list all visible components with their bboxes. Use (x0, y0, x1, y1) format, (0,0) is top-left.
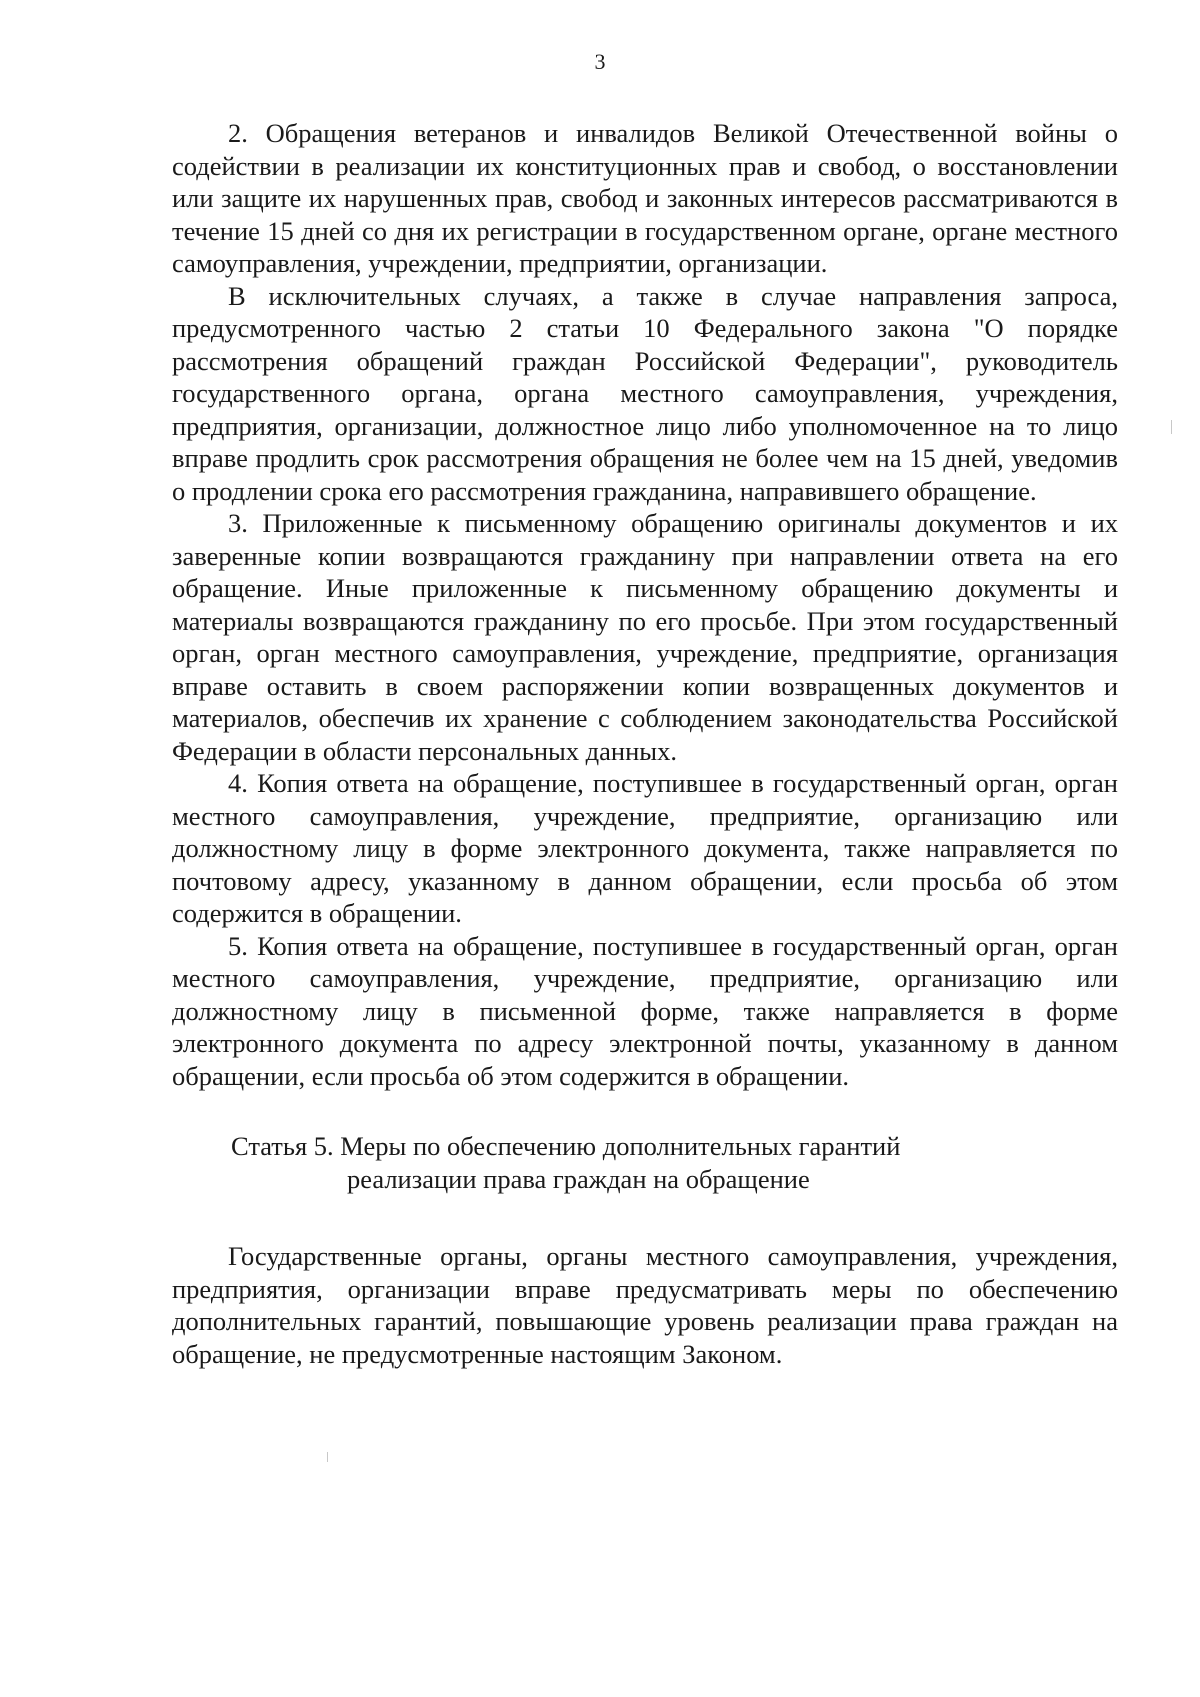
article-5-heading (172, 1130, 1118, 1195)
scan-speck (327, 1452, 328, 1462)
paragraph-item-3: 3. Приложенные к письменному обращению оригиналы документов и их заверенные копии возвращаются гражданину при направлении ответа на его обращение. Иные приложенные к письменному обращению документы и материалы возвращаются гражданину по его просьбе. При этом государственный орган, орган местного самоуправления, учреждение, предприятие, организация вправе оставить в своем распоряжении копии возвращенных документов и материалов, обеспечив их хранение с соблюдением законодательства Российской Федерации в области персональных данных. (172, 508, 1118, 766)
article-heading-line-1: Статья 5. Меры по обеспечению дополнительных гарантий (231, 1131, 901, 1161)
paragraph-item-2: 2. Обращения ветеранов и инвалидов Великой Отечественной войны о содействии в реализации их конституционных прав и свобод, о восстановлении или защите их нарушенных прав, свобод и законных интересов рассматриваются в течение 15 дней со дня их регистрации в государственном органе, органе местного самоуправления, учреждении, предприятии, организации. (172, 118, 1118, 278)
document-body (172, 117, 1118, 1370)
page-number: 3 (594, 49, 606, 74)
scan-speck (1171, 420, 1172, 434)
paragraph-exceptional-cases: В исключительных случаях, а также в случае направления запроса, предусмотренного частью 2 статьи 10 Федерального закона "О порядке рассмотрения обращений граждан Российской Федерации", руководитель государственного органа, органа местного самоуправления, учреждения, предприятия, организации, должностное лицо либо уполномоченное на то лицо вправе продлить срок рассмотрения обращения не более чем на 15 дней, уведомив о продлении срока его рассмотрения гражданина, направившего обращение. (172, 280, 1118, 506)
article-heading-line-2: реализации права граждан на обращение (347, 1163, 810, 1194)
paragraph-item-4: 4. Копия ответа на обращение, поступившее в государственный орган, орган местного самоуправления, учреждение, предприятие, организацию или должностному лицу в форме электронного документа, также направляется по почтовому адресу, указанному в данном обращении, если просьба об этом содержится в обращении. (172, 768, 1118, 928)
paragraph-article-5-body: Государственные органы, органы местного самоуправления, учреждения, предприятия, организации вправе предусматривать меры по обеспечению дополнительных гарантий, повышающие уровень реализации права граждан на обращение, не предусмотренные настоящим Законом. (172, 1241, 1118, 1369)
paragraph-item-5: 5. Копия ответа на обращение, поступившее в государственный орган, орган местного самоуправления, учреждение, предприятие, организацию или должностному лицу в письменной форме, также направляется в форме электронного документа по адресу электронной почты, указанному в данном обращении, если просьба об этом содержится в обращении. (172, 930, 1118, 1091)
